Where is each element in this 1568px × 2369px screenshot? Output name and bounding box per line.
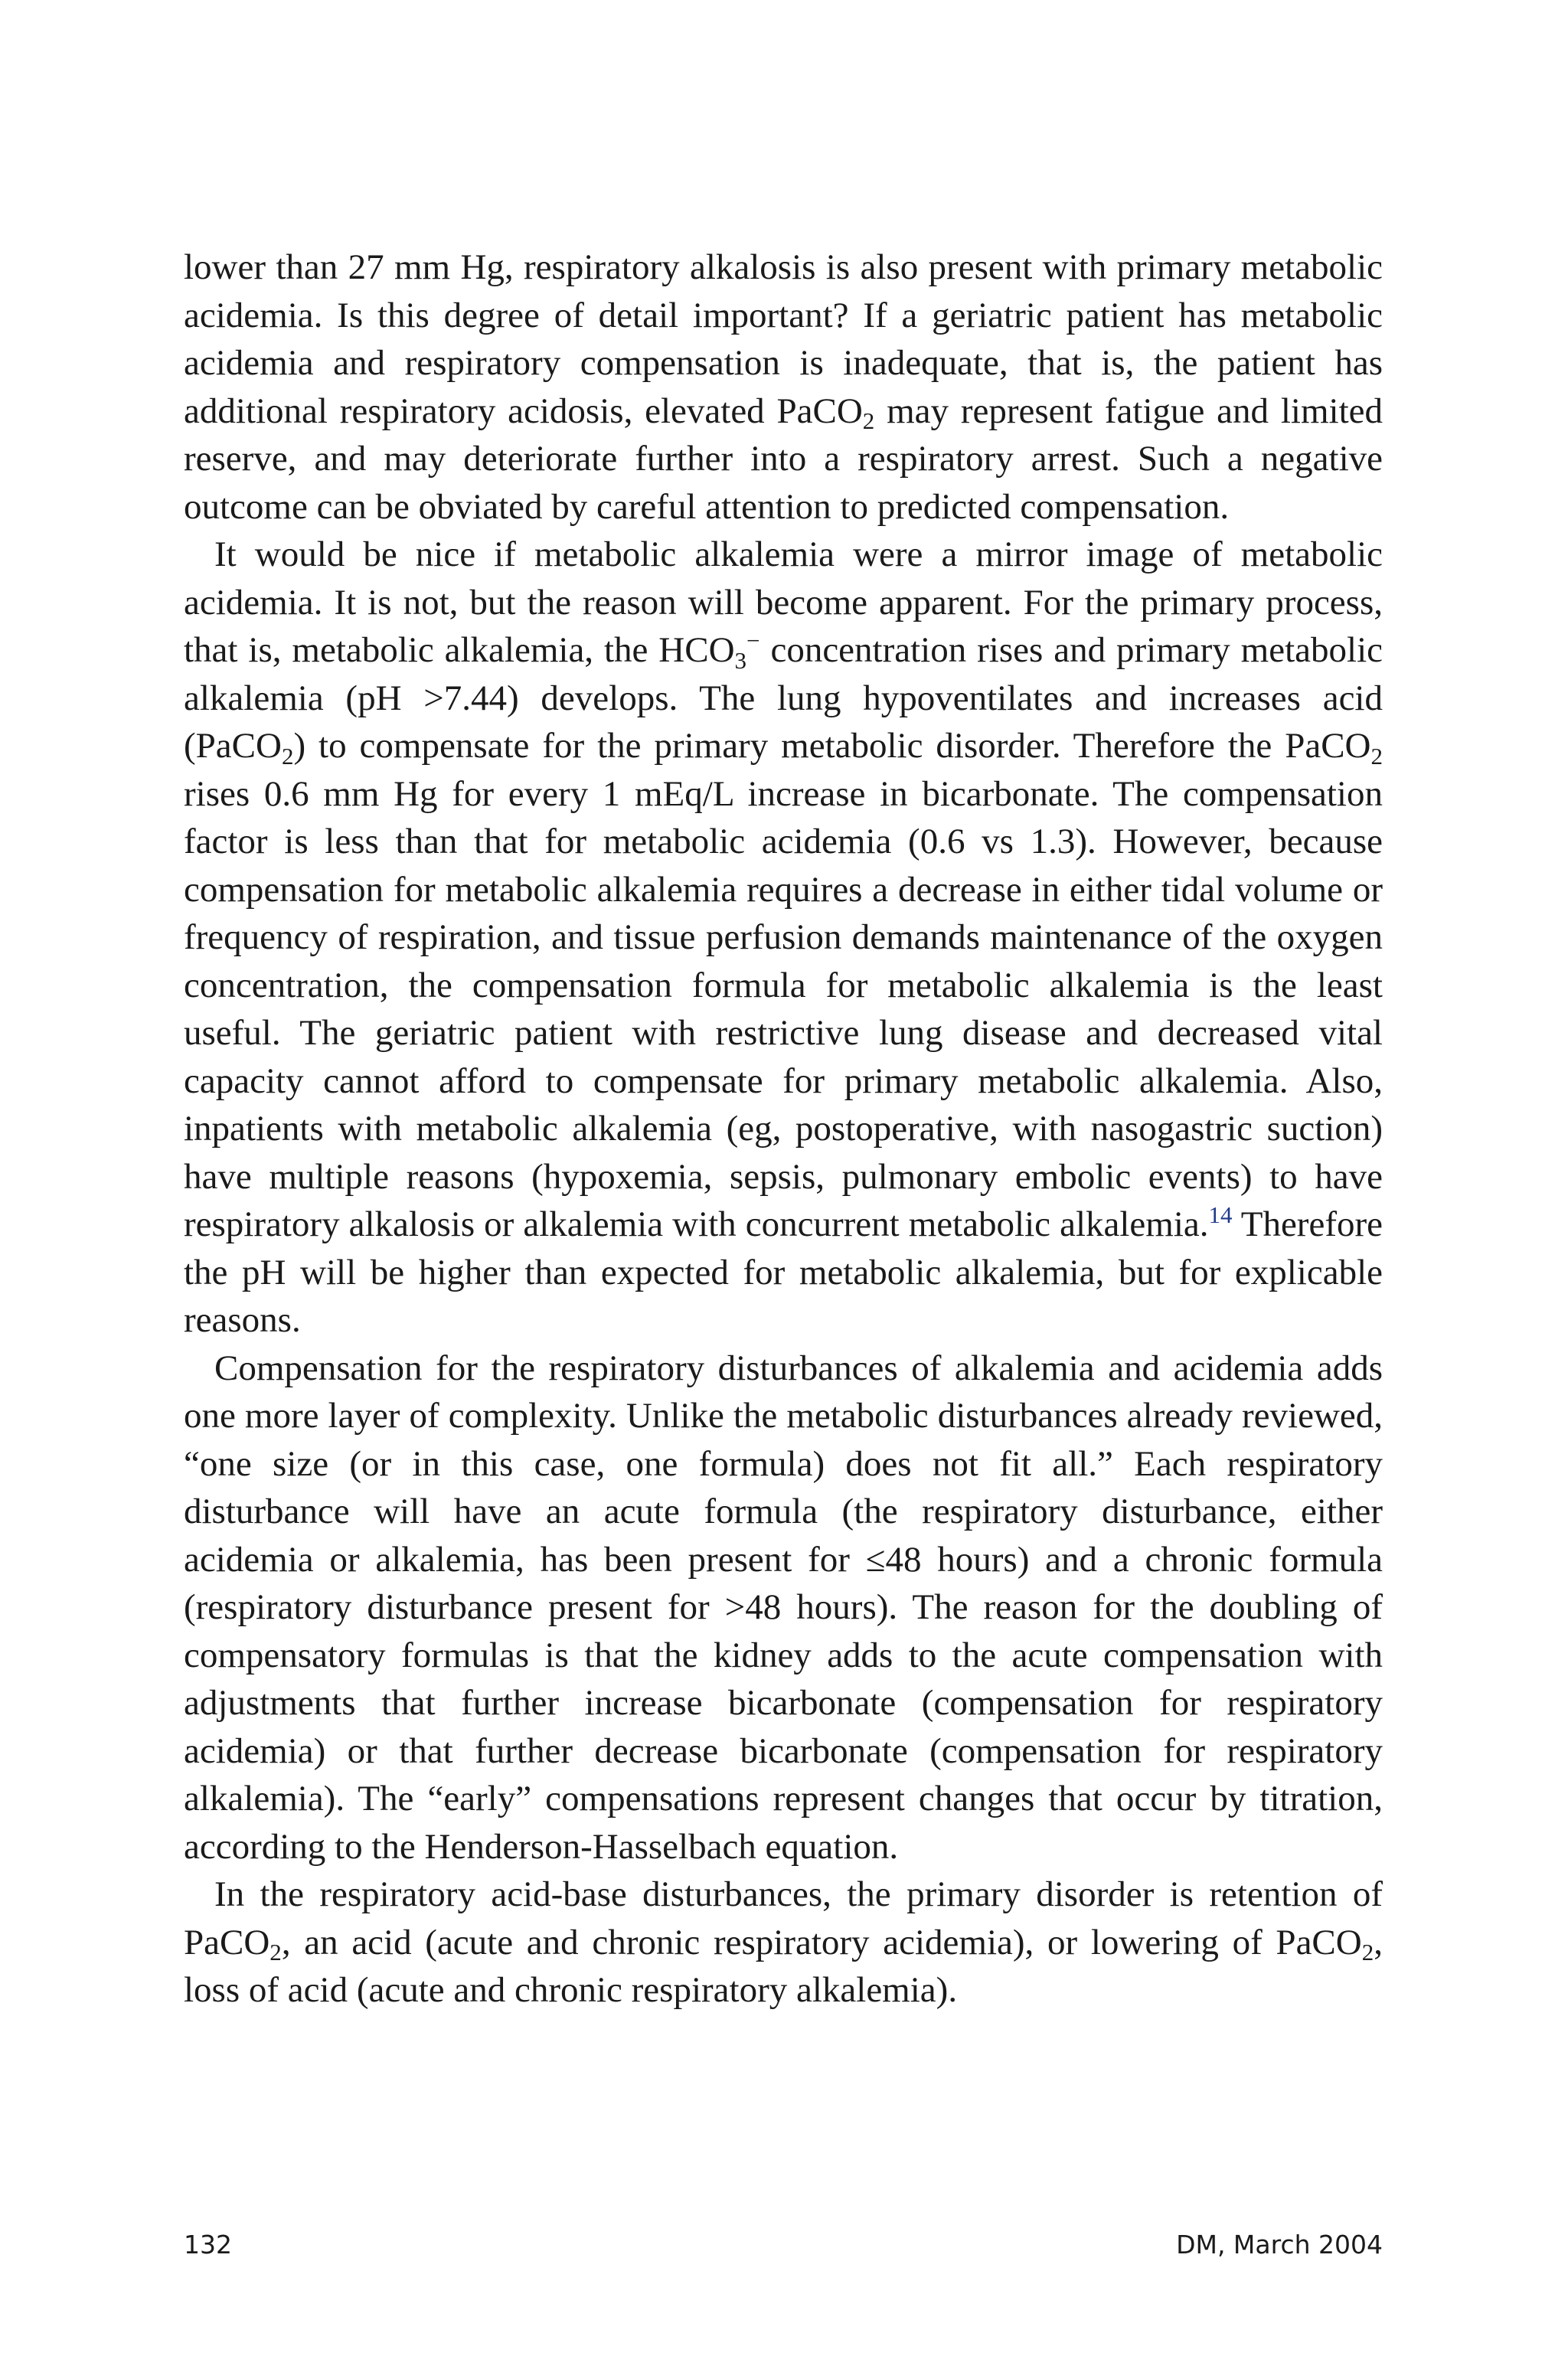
text-run: ) to compensate for the primary metabolic disorder. Therefore the PaCO	[293, 726, 1371, 766]
body-text	[184, 243, 1383, 2014]
paragraph-4	[184, 1871, 1383, 2014]
paragraph-2	[184, 531, 1383, 1345]
subscript: 3	[734, 646, 747, 674]
text-run: , loss of acid (acute and chronic respiratory alkalemia).	[184, 1922, 1383, 2010]
text-run: concentration rises and primary metabolic alkalemia (pH >7.44) develops. The lung hypoventilates and increases acid (PaCO	[184, 630, 1383, 766]
subscript: 2	[281, 742, 294, 770]
text-run: rises 0.6 mm Hg for every 1 mEq/L increase in bicarbonate. The compensation factor is less than that for metabolic acidemia (0.6 vs 1.3). However, because compensation for metabolic alkalemia requires a decrease in either tidal volume or frequency of respiration, and tissue perfusion demands maintenance of the oxygen concentration, the compensation formula for metabolic alkalemia is the least useful. The geriatric patient with restrictive lung disease and decreased vital capacity cannot afford to compensate for primary metabolic alkalemia. Also, inpatients with metabolic alkalemia (eg, postoperative, with nasogastric suction) have multiple reasons (hypoxemia, sepsis, pulmonary embolic events) to have respiratory alkalosis or alkalemia with concurrent metabolic alkalemia.	[184, 773, 1383, 1244]
paragraph-3: Compensation for the respiratory disturbances of alkalemia and acidemia adds one more layer of complexity. Unlike the metabolic disturbances already reviewed, “one size (or in this case, one formula) does not fit all.” Each respiratory disturbance will have an acute formula (the respiratory disturbance, either acidemia or alkalemia, has been present for ≤48 hours) and a chronic formula (respiratory disturbance present for >48 hours). The reason for the doubling of compensatory formulas is that the kidney adds to the acute compensation with adjustments that further increase bicarbonate (compensation for respiratory acidemia) or that further decrease bicarbonate (compensation for respiratory alkalemia). The “early” compensations represent changes that occur by titration, according to the Henderson-Hasselbach equation.	[184, 1348, 1383, 1867]
reference-link[interactable]: 14	[1208, 1201, 1233, 1228]
paragraph-1	[184, 243, 1383, 531]
text-run: , an acid (acute and chronic respiratory acidemia), or lowering of PaCO	[281, 1922, 1362, 1962]
text-run: may represent fatigue and limited reserve, and may deteriorate further into a respiratory arrest. Such a negative outcome can be obviated by careful attention to predicted compensation.	[184, 390, 1383, 527]
subscript: 2	[1361, 1939, 1374, 1966]
subscript: 2	[862, 407, 875, 435]
journal-date: DM, March 2004	[1176, 2230, 1383, 2260]
subscript: 2	[1370, 742, 1383, 770]
subscript: 2	[270, 1939, 282, 1966]
text-run: It would be nice if metabolic alkalemia were a mirror image of metabolic acidemia. It is not, but the reason will become apparent. For the primary process, that is, metabolic alkalemia, the HCO	[184, 534, 1383, 670]
text-run: lower than 27 mm Hg, respiratory alkalosis is also present with primary metabolic acidemia. Is this degree of detail important? If a geriatric patient has metabolic acidemia and respiratory compensation is inadequate, that is, the patient has additional respiratory acidosis, elevated PaCO	[184, 247, 1383, 431]
page-number: 132	[184, 2230, 232, 2260]
text-run: Therefore the pH will be higher than expected for metabolic alkalemia, but for explicable reasons.	[184, 1204, 1383, 1340]
text-run: In the respiratory acid-base disturbances, the primary disorder is retention of PaCO	[184, 1874, 1383, 1962]
superscript: −	[746, 626, 760, 654]
